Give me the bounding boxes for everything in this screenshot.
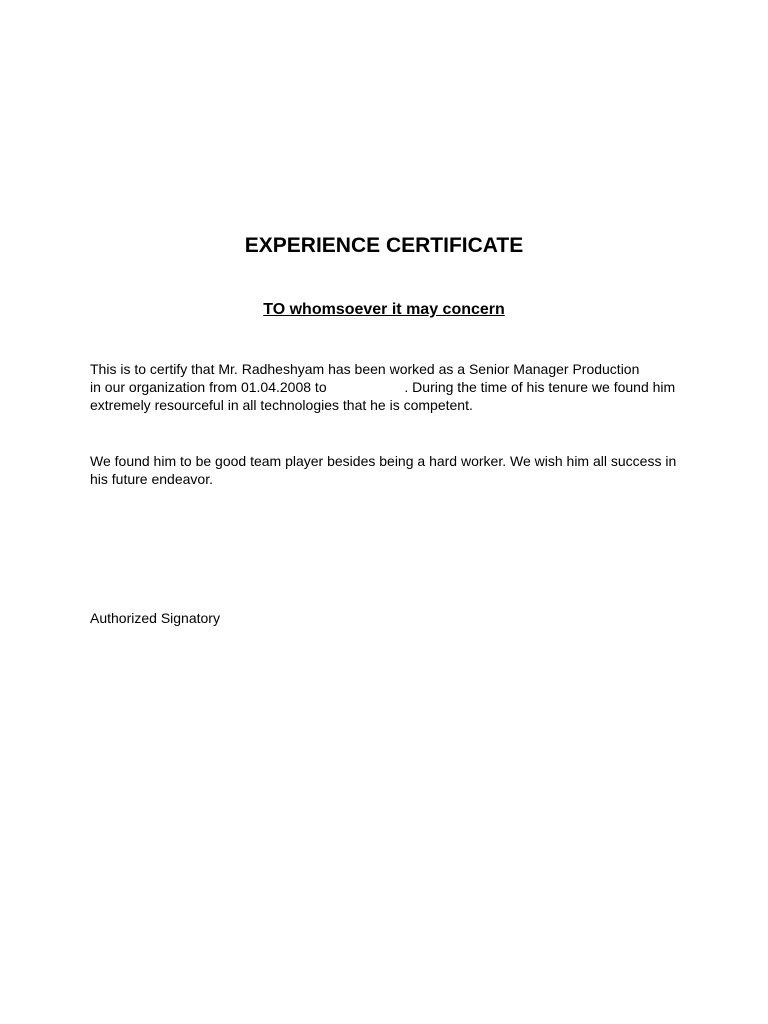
commendation-paragraph	[90, 452, 690, 488]
certification-paragraph	[90, 360, 690, 414]
authorized-signatory: Authorized Signatory	[90, 610, 220, 626]
document-title: EXPERIENCE CERTIFICATE	[244, 234, 524, 257]
paragraph-line: This is to certify that Mr. Radheshyam has been worked as a Senior Manager Production	[90, 361, 640, 377]
paragraph-line: in our organization from 01.04.2008 to . During the time of his tenure we found him	[90, 379, 676, 395]
paragraph-line: his future endeavor.	[90, 471, 213, 487]
paragraph-line: extremely resourceful in all technologies that he is competent.	[90, 397, 473, 413]
paragraph-line: We found him to be good team player besides being a hard worker. We wish him all success in	[90, 453, 677, 469]
salutation-heading: TO whomsoever it may concern	[263, 301, 505, 318]
